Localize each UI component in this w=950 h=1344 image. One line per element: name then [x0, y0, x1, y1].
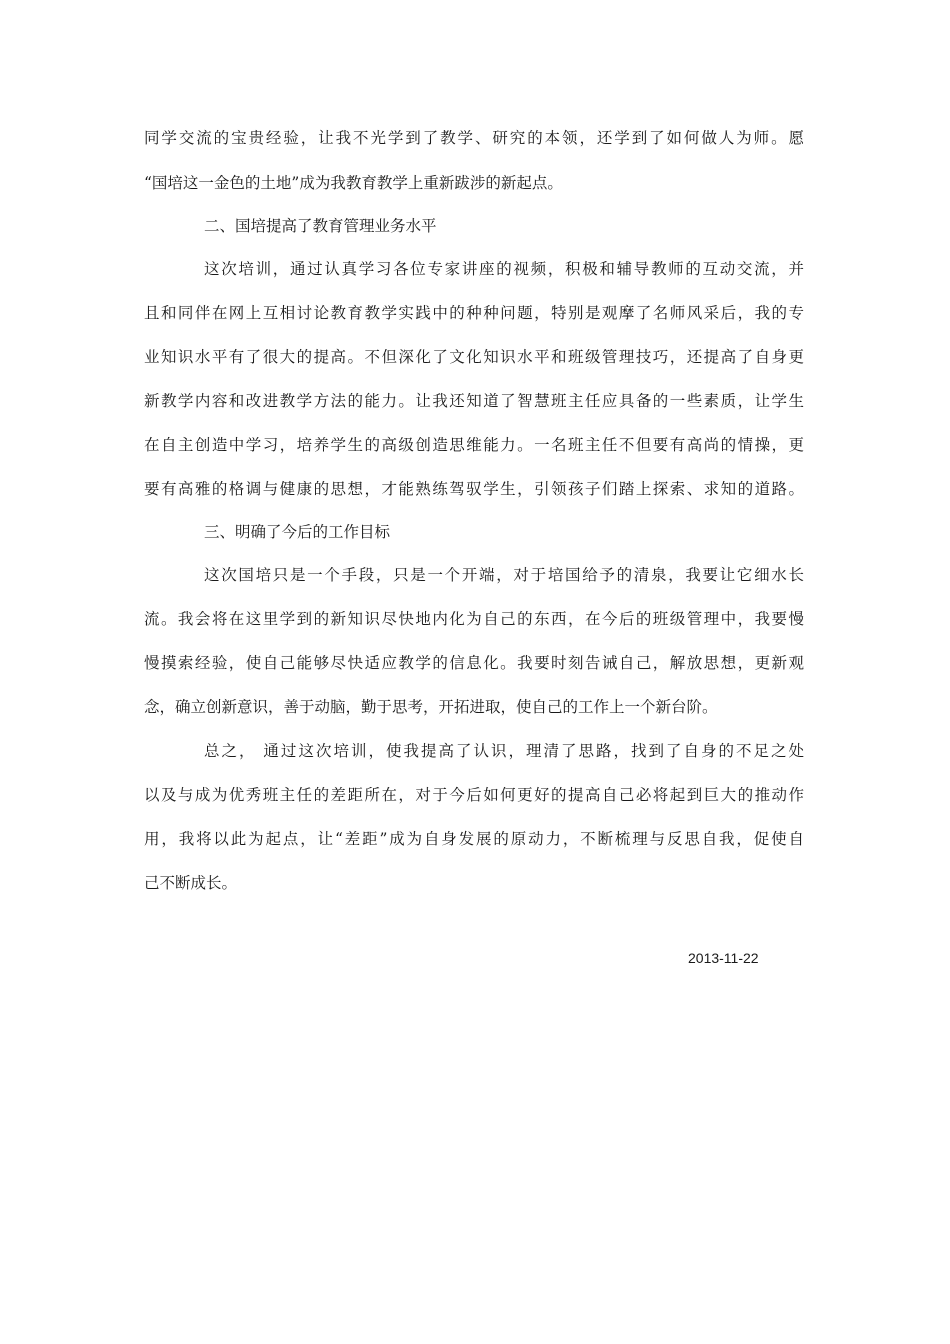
paragraph-line: 慢摸索经验，使自己能够尽快适应教学的信息化。我要时刻告诫自己，解放思想，更新观 [144, 654, 804, 672]
section-heading: 二、国培提高了教育管理业务水平 [204, 217, 437, 235]
document-date: 2013-11-22 [688, 950, 759, 966]
paragraph-line: 业知识水平有了很大的提高。不但深化了文化知识水平和班级管理技巧，还提高了自身更 [144, 348, 804, 366]
paragraph-line: 流。我会将在这里学到的新知识尽快地内化为自己的东西，在今后的班级管理中，我要慢 [144, 610, 804, 628]
section-heading: 三、明确了今后的工作目标 [204, 523, 391, 541]
paragraph-line: 同学交流的宝贵经验，让我不光学到了教学、研究的本领，还学到了如何做人为师。愿 [144, 129, 804, 147]
paragraph-line: 且和同伴在网上互相讨论教育教学实践中的种种问题，特别是观摩了名师风采后，我的专 [144, 304, 804, 322]
paragraph-line: “国培这一金色的土地”成为我教育教学上重新跋涉的新起点。 [144, 174, 563, 192]
paragraph-line: 要有高雅的格调与健康的思想，才能熟练驾驭学生，引领孩子们踏上探索、求知的道路。 [144, 480, 804, 498]
paragraph-line: 在自主创造中学习，培养学生的高级创造思维能力。一名班主任不但要有高尚的情操，更 [144, 436, 804, 454]
paragraph-line: 用，我将以此为起点，让“差距”成为自身发展的原动力，不断梳理与反思自我，促使自 [144, 830, 804, 848]
paragraph-line: 总之， 通过这次培训，使我提高了认识，理清了思路，找到了自身的不足之处 [204, 742, 804, 760]
paragraph-line: 己不断成长。 [144, 874, 238, 892]
paragraph-line: 新教学内容和改进教学方法的能力。让我还知道了智慧班主任应具备的一些素质，让学生 [144, 392, 804, 410]
paragraph-line: 以及与成为优秀班主任的差距所在，对于今后如何更好的提高自己必将起到巨大的推动作 [144, 786, 804, 804]
paragraph-line: 念，确立创新意识，善于动脑，勤于思考，开拓进取，使自己的工作上一个新台阶。 [144, 698, 718, 716]
paragraph-line: 这次国培只是一个手段，只是一个开端，对于培国给予的清泉，我要让它细水长 [204, 566, 804, 584]
paragraph-line: 这次培训，通过认真学习各位专家讲座的视频，积极和辅导教师的互动交流，并 [204, 260, 804, 278]
